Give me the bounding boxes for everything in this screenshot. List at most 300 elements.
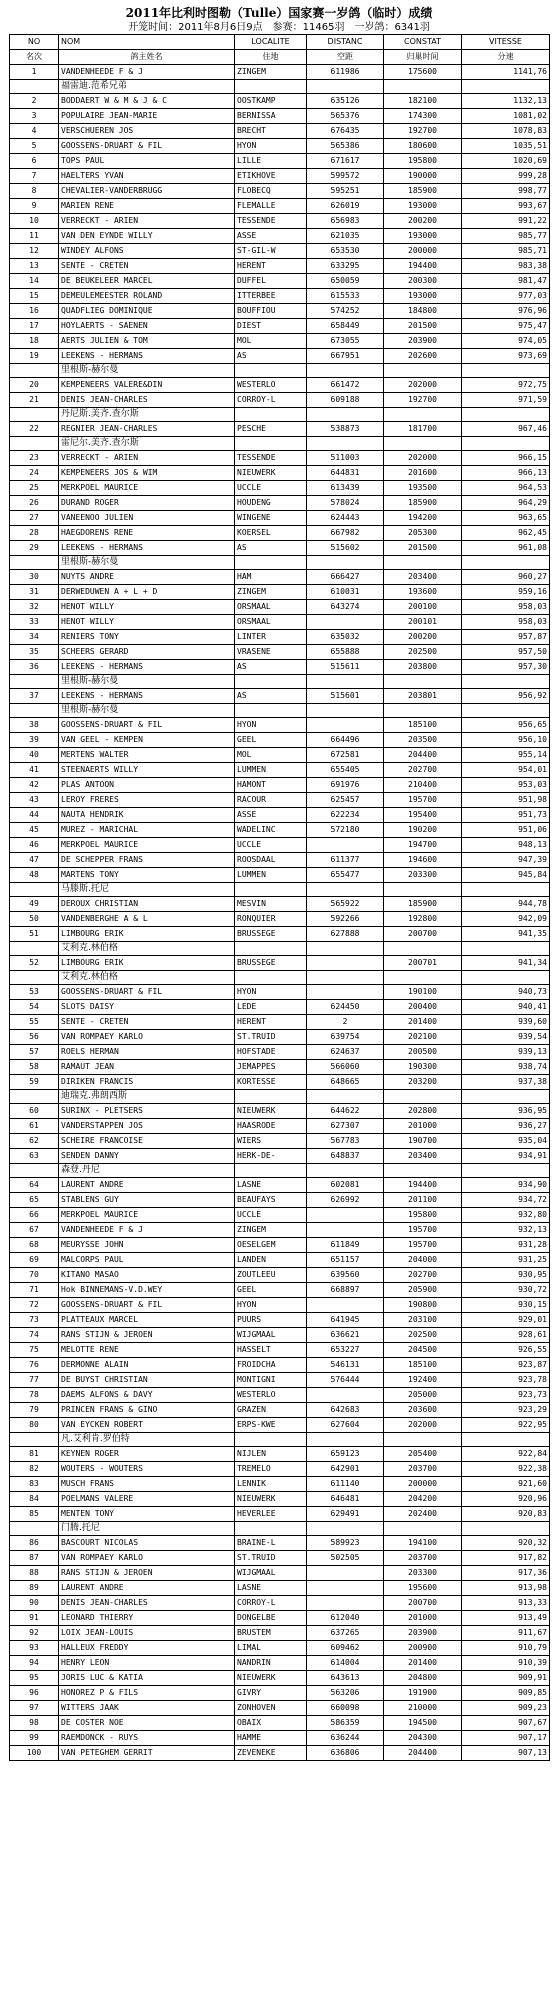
locality-cell: ZINGEM [235, 65, 307, 80]
speed-cell: 956,92 [462, 689, 550, 704]
distance-cell [307, 1164, 384, 1178]
speed-cell: 993,67 [462, 199, 550, 214]
locality-cell: HYON [235, 985, 307, 1000]
rank-cell: 87 [10, 1551, 59, 1566]
rank-cell: 96 [10, 1686, 59, 1701]
distance-cell [307, 718, 384, 733]
result-row [10, 853, 550, 868]
rank-cell: 38 [10, 718, 59, 733]
distance-cell: 651157 [307, 1253, 384, 1268]
time-cell: 190200 [384, 823, 462, 838]
locality-cell: HOUDENG [235, 496, 307, 511]
locality-cell: GRAZEN [235, 1403, 307, 1418]
result-row [10, 378, 550, 393]
owner-cell: SURINX - PLETSERS [59, 1104, 235, 1119]
speed-cell: 923,73 [462, 1388, 550, 1403]
result-row [10, 585, 550, 600]
rank-cell: 7 [10, 169, 59, 184]
locality-cell: ST.TRUID [235, 1030, 307, 1045]
locality-cell [235, 942, 307, 956]
rank-cell: 48 [10, 868, 59, 883]
speed-cell: 957,30 [462, 660, 550, 675]
owner-cell: RAMAUT JEAN [59, 1060, 235, 1075]
distance-cell: 650059 [307, 274, 384, 289]
time-cell: 201500 [384, 319, 462, 334]
owner-cell: MERTENS WALTER [59, 748, 235, 763]
distance-cell: 653227 [307, 1343, 384, 1358]
time-cell: 195700 [384, 1223, 462, 1238]
speed-cell: 958,03 [462, 615, 550, 630]
owner-cn-cell: 丹尼斯.美齐.查尔斯 [59, 408, 235, 422]
speed-cell [462, 1522, 550, 1536]
locality-cell: AS [235, 541, 307, 556]
speed-cell: 929,01 [462, 1313, 550, 1328]
locality-cell: BEAUFAYS [235, 1193, 307, 1208]
rank-cell: 14 [10, 274, 59, 289]
time-cell [384, 942, 462, 956]
owner-cell: NUYTS ANDRE [59, 570, 235, 585]
owner-cell: LOIX JEAN-LOUIS [59, 1626, 235, 1641]
time-cell: 203800 [384, 660, 462, 675]
locality-cell: VRASENE [235, 645, 307, 660]
owner-cell: POELMANS VALERE [59, 1492, 235, 1507]
header-distance-cn: 空距 [307, 50, 384, 65]
locality-cell: OBAIX [235, 1716, 307, 1731]
time-cell: 174300 [384, 109, 462, 124]
time-cell: 200200 [384, 630, 462, 645]
result-row [10, 1015, 550, 1030]
owner-cell: VERRECKT - ARIEN [59, 451, 235, 466]
locality-cell: ZEVENEKE [235, 1746, 307, 1761]
speed-cell [462, 80, 550, 94]
owner-cell: VAN ROMPAEY KARLO [59, 1551, 235, 1566]
owner-cell: LIMBOURG ERIK [59, 927, 235, 942]
rank-cell: 81 [10, 1447, 59, 1462]
rank-cell: 92 [10, 1626, 59, 1641]
speed-cell: 922,38 [462, 1462, 550, 1477]
rank-cell [10, 1522, 59, 1536]
rank-cell [10, 704, 59, 718]
owner-cell: JORIS LUC & KATIA [59, 1671, 235, 1686]
locality-cell: PUURS [235, 1313, 307, 1328]
result-row [10, 1343, 550, 1358]
time-cell: 192800 [384, 912, 462, 927]
locality-cell: NIEUWERK [235, 1492, 307, 1507]
header-no: NO [10, 35, 59, 50]
result-row [10, 319, 550, 334]
owner-cn-cell: 艾利克.林伯格 [59, 971, 235, 985]
locality-cell: NIEUWERK [235, 1104, 307, 1119]
owner-cn-name-row [10, 942, 550, 956]
owner-cell: DENIS JEAN-CHARLES [59, 1596, 235, 1611]
locality-cell: ZINGEM [235, 1223, 307, 1238]
speed-cell: 922,95 [462, 1418, 550, 1433]
locality-cell [235, 1433, 307, 1447]
result-row [10, 139, 550, 154]
speed-cell: 913,49 [462, 1611, 550, 1626]
speed-cell: 935,04 [462, 1134, 550, 1149]
time-cell: 200200 [384, 214, 462, 229]
locality-cell: LINTER [235, 630, 307, 645]
distance-cell: 611377 [307, 853, 384, 868]
owner-cn-cell: 里根斯-赫尔曼 [59, 556, 235, 570]
speed-cell: 944,78 [462, 897, 550, 912]
time-cell [384, 704, 462, 718]
locality-cell: ETIKHOVE [235, 169, 307, 184]
speed-cell: 910,79 [462, 1641, 550, 1656]
locality-cell [235, 883, 307, 897]
owner-cell: VANDENBERGHE A & L [59, 912, 235, 927]
distance-cell [307, 942, 384, 956]
time-cell: 200700 [384, 1596, 462, 1611]
locality-cell: WINGENE [235, 511, 307, 526]
header-nom: NOM [59, 35, 235, 50]
speed-cell: 951,98 [462, 793, 550, 808]
time-cell: 200000 [384, 1477, 462, 1492]
rank-cell [10, 883, 59, 897]
time-cell: 192700 [384, 393, 462, 408]
time-cell: 194600 [384, 853, 462, 868]
rank-cell [10, 1164, 59, 1178]
rank-cell: 40 [10, 748, 59, 763]
rank-cell: 99 [10, 1731, 59, 1746]
time-cell: 203300 [384, 868, 462, 883]
locality-cell: RACOUR [235, 793, 307, 808]
speed-cell: 931,25 [462, 1253, 550, 1268]
speed-cell: 945,84 [462, 868, 550, 883]
owner-cell: LEEKENS - HERMANS [59, 541, 235, 556]
locality-cell: CORROY-L [235, 1596, 307, 1611]
speed-cell: 991,22 [462, 214, 550, 229]
distance-cell [307, 985, 384, 1000]
rank-cell: 22 [10, 422, 59, 437]
rank-cell: 24 [10, 466, 59, 481]
time-cell: 195800 [384, 154, 462, 169]
locality-cell: ORSMAAL [235, 600, 307, 615]
owner-cell: LEROY FRERES [59, 793, 235, 808]
distance-cell: 567783 [307, 1134, 384, 1149]
rank-cell: 17 [10, 319, 59, 334]
rank-cell: 68 [10, 1238, 59, 1253]
owner-cell: PLAS ANTOON [59, 778, 235, 793]
distance-cell: 661472 [307, 378, 384, 393]
owner-cn-name-row [10, 408, 550, 422]
result-row [10, 645, 550, 660]
time-cell [384, 1433, 462, 1447]
owner-cell: KEMPENEERS VALERE&DIN [59, 378, 235, 393]
owner-cell: KEMPENEERS JOS & WIM [59, 466, 235, 481]
time-cell: 202700 [384, 1268, 462, 1283]
owner-cell: MALCORPS PAUL [59, 1253, 235, 1268]
distance-cell: 691976 [307, 778, 384, 793]
locality-cell: BERNISSA [235, 109, 307, 124]
owner-cn-name-row [10, 675, 550, 689]
header-row-en [10, 35, 550, 50]
result-row [10, 124, 550, 139]
distance-cell: 595251 [307, 184, 384, 199]
result-row [10, 511, 550, 526]
result-row [10, 1253, 550, 1268]
owner-cell: PRINCEN FRANS & GINO [59, 1403, 235, 1418]
time-cell: 202700 [384, 763, 462, 778]
owner-cn-cell: 里根斯-赫尔曼 [59, 364, 235, 378]
locality-cell: FLEMALLE [235, 199, 307, 214]
rank-cell [10, 675, 59, 689]
owner-cell: VERRECKT - ARIEN [59, 214, 235, 229]
rank-cell [10, 80, 59, 94]
speed-cell: 909,85 [462, 1686, 550, 1701]
rank-cell: 79 [10, 1403, 59, 1418]
result-row [10, 304, 550, 319]
rank-cell: 28 [10, 526, 59, 541]
distance-cell: 655477 [307, 868, 384, 883]
distance-cell: 592266 [307, 912, 384, 927]
rank-cell: 46 [10, 838, 59, 853]
speed-cell: 926,55 [462, 1343, 550, 1358]
locality-cell: LIMAL [235, 1641, 307, 1656]
owner-cell: ROELS HERMAN [59, 1045, 235, 1060]
locality-cell: NIJLEN [235, 1447, 307, 1462]
speed-cell: 907,13 [462, 1746, 550, 1761]
result-row [10, 1030, 550, 1045]
speed-cell: 939,54 [462, 1030, 550, 1045]
owner-cell: HENOT WILLY [59, 600, 235, 615]
rank-cell: 18 [10, 334, 59, 349]
rank-cell: 31 [10, 585, 59, 600]
locality-cell: UCCLE [235, 481, 307, 496]
rank-cell: 13 [10, 259, 59, 274]
distance-cell: 589923 [307, 1536, 384, 1551]
result-row [10, 451, 550, 466]
rank-cell: 78 [10, 1388, 59, 1403]
time-cell: 204400 [384, 748, 462, 763]
distance-cell [307, 437, 384, 451]
speed-cell: 922,84 [462, 1447, 550, 1462]
time-cell: 194400 [384, 1178, 462, 1193]
distance-cell: 639560 [307, 1268, 384, 1283]
owner-cell: GOOSSENS-DRUART & FIL [59, 985, 235, 1000]
locality-cell: HERENT [235, 1015, 307, 1030]
result-row [10, 615, 550, 630]
result-row [10, 199, 550, 214]
time-cell: 181700 [384, 422, 462, 437]
result-row [10, 1403, 550, 1418]
speed-cell: 953,03 [462, 778, 550, 793]
speed-cell [462, 408, 550, 422]
header-owner-cn: 鸽主姓名 [59, 50, 235, 65]
speed-cell: 957,87 [462, 630, 550, 645]
result-row [10, 1328, 550, 1343]
rank-cell: 64 [10, 1178, 59, 1193]
owner-cell: QUADFLIEG DOMINIQUE [59, 304, 235, 319]
owner-cn-cell: 迪瑞克.弗朗西斯 [59, 1090, 235, 1104]
owner-cell: LIMBOURG ERIK [59, 956, 235, 971]
speed-cell: 940,73 [462, 985, 550, 1000]
speed-cell: 934,91 [462, 1149, 550, 1164]
locality-cell: GIVRY [235, 1686, 307, 1701]
speed-cell: 930,15 [462, 1298, 550, 1313]
rank-cell: 70 [10, 1268, 59, 1283]
result-row [10, 912, 550, 927]
distance-cell: 538873 [307, 422, 384, 437]
speed-cell: 956,65 [462, 718, 550, 733]
time-cell: 204500 [384, 1343, 462, 1358]
rank-cell: 1 [10, 65, 59, 80]
header-vitesse: VITESSE [462, 35, 550, 50]
owner-cell: LEONARD THIERRY [59, 1611, 235, 1626]
distance-cell: 658449 [307, 319, 384, 334]
distance-cell: 646481 [307, 1492, 384, 1507]
time-cell: 203900 [384, 1626, 462, 1641]
rank-cell: 30 [10, 570, 59, 585]
time-cell: 202800 [384, 1104, 462, 1119]
time-cell: 185100 [384, 1358, 462, 1373]
result-row [10, 496, 550, 511]
rank-cell: 37 [10, 689, 59, 704]
owner-cell: VAN DEN EYNDE WILLY [59, 229, 235, 244]
speed-cell: 985,71 [462, 244, 550, 259]
distance-cell: 625457 [307, 793, 384, 808]
rank-cell: 66 [10, 1208, 59, 1223]
speed-cell: 961,08 [462, 541, 550, 556]
result-row [10, 1313, 550, 1328]
time-cell: 202500 [384, 645, 462, 660]
speed-cell [462, 1090, 550, 1104]
rank-cell: 6 [10, 154, 59, 169]
time-cell [384, 1164, 462, 1178]
distance-cell [307, 1208, 384, 1223]
result-row [10, 244, 550, 259]
speed-cell: 998,77 [462, 184, 550, 199]
distance-cell: 610031 [307, 585, 384, 600]
speed-cell: 942,09 [462, 912, 550, 927]
time-cell: 205400 [384, 1447, 462, 1462]
rank-cell: 91 [10, 1611, 59, 1626]
locality-cell: ROOSDAAL [235, 853, 307, 868]
time-cell: 200701 [384, 956, 462, 971]
owner-cell: STABLENS GUY [59, 1193, 235, 1208]
distance-cell: 622234 [307, 808, 384, 823]
rank-cell: 100 [10, 1746, 59, 1761]
distance-cell [307, 704, 384, 718]
speed-cell [462, 942, 550, 956]
rank-cell: 94 [10, 1656, 59, 1671]
locality-cell [235, 556, 307, 570]
locality-cell: KORTESSE [235, 1075, 307, 1090]
speed-cell: 909,23 [462, 1701, 550, 1716]
locality-cell: ST-GIL-W [235, 244, 307, 259]
owner-cn-name-row [10, 437, 550, 451]
speed-cell: 934,72 [462, 1193, 550, 1208]
distance-cell: 667982 [307, 526, 384, 541]
distance-cell: 627307 [307, 1119, 384, 1134]
locality-cell: LASNE [235, 1178, 307, 1193]
rank-cell: 57 [10, 1045, 59, 1060]
speed-cell: 957,50 [462, 645, 550, 660]
owner-cn-name-row [10, 704, 550, 718]
rank-cell: 43 [10, 793, 59, 808]
locality-cell: WIJGMAAL [235, 1328, 307, 1343]
distance-cell: 636621 [307, 1328, 384, 1343]
header-constat: CONSTAT [384, 35, 462, 50]
distance-cell [307, 1522, 384, 1536]
result-row [10, 793, 550, 808]
locality-cell: DONGELBE [235, 1611, 307, 1626]
time-cell: 190100 [384, 985, 462, 1000]
time-cell: 201100 [384, 1193, 462, 1208]
locality-cell: TESSENDE [235, 451, 307, 466]
locality-cell: HYON [235, 1298, 307, 1313]
speed-cell: 973,69 [462, 349, 550, 364]
speed-cell: 1035,51 [462, 139, 550, 154]
owner-cell: RAEMDONCK - RUYS [59, 1731, 235, 1746]
speed-cell: 972,75 [462, 378, 550, 393]
rank-cell: 12 [10, 244, 59, 259]
locality-cell: LEDE [235, 1000, 307, 1015]
rank-cell: 56 [10, 1030, 59, 1045]
locality-cell: HERENT [235, 259, 307, 274]
locality-cell: BRAINE-L [235, 1536, 307, 1551]
header-row-cn [10, 50, 550, 65]
speed-cell: 913,98 [462, 1581, 550, 1596]
owner-cell: DIRIKEN FRANCIS [59, 1075, 235, 1090]
distance-cell: 565922 [307, 897, 384, 912]
locality-cell: HYON [235, 718, 307, 733]
time-cell [384, 408, 462, 422]
speed-cell: 913,33 [462, 1596, 550, 1611]
distance-cell: 672581 [307, 748, 384, 763]
rank-cell [10, 1433, 59, 1447]
rank-cell: 4 [10, 124, 59, 139]
owner-cell: VANDENHEEDE F & J [59, 1223, 235, 1238]
locality-cell: DUFFEL [235, 274, 307, 289]
result-row [10, 1373, 550, 1388]
locality-cell [235, 971, 307, 985]
distance-cell [307, 1298, 384, 1313]
speed-cell: 936,95 [462, 1104, 550, 1119]
time-cell: 194700 [384, 838, 462, 853]
locality-cell: MOL [235, 748, 307, 763]
time-cell: 191900 [384, 1686, 462, 1701]
speed-cell: 920,83 [462, 1507, 550, 1522]
speed-cell: 947,39 [462, 853, 550, 868]
speed-cell: 976,96 [462, 304, 550, 319]
speed-cell: 959,16 [462, 585, 550, 600]
owner-cell: HOYLAERTS - SAENEN [59, 319, 235, 334]
result-row [10, 1283, 550, 1298]
locality-cell: JEMAPPES [235, 1060, 307, 1075]
result-row [10, 154, 550, 169]
owner-cell: MEURYSSE JOHN [59, 1238, 235, 1253]
speed-cell [462, 883, 550, 897]
time-cell: 200500 [384, 1045, 462, 1060]
result-row [10, 927, 550, 942]
speed-cell: 960,27 [462, 570, 550, 585]
rank-cell: 44 [10, 808, 59, 823]
owner-cell: DERMONNE ALAIN [59, 1358, 235, 1373]
distance-cell: 613439 [307, 481, 384, 496]
locality-cell: WADELINC [235, 823, 307, 838]
rank-cell: 55 [10, 1015, 59, 1030]
result-row [10, 259, 550, 274]
rank-cell: 60 [10, 1104, 59, 1119]
locality-cell: NANDRIN [235, 1656, 307, 1671]
result-row [10, 334, 550, 349]
speed-cell: 923,29 [462, 1403, 550, 1418]
owner-cell: VAN PETEGHEM GERRIT [59, 1746, 235, 1761]
speed-cell: 923,78 [462, 1373, 550, 1388]
result-row [10, 1075, 550, 1090]
